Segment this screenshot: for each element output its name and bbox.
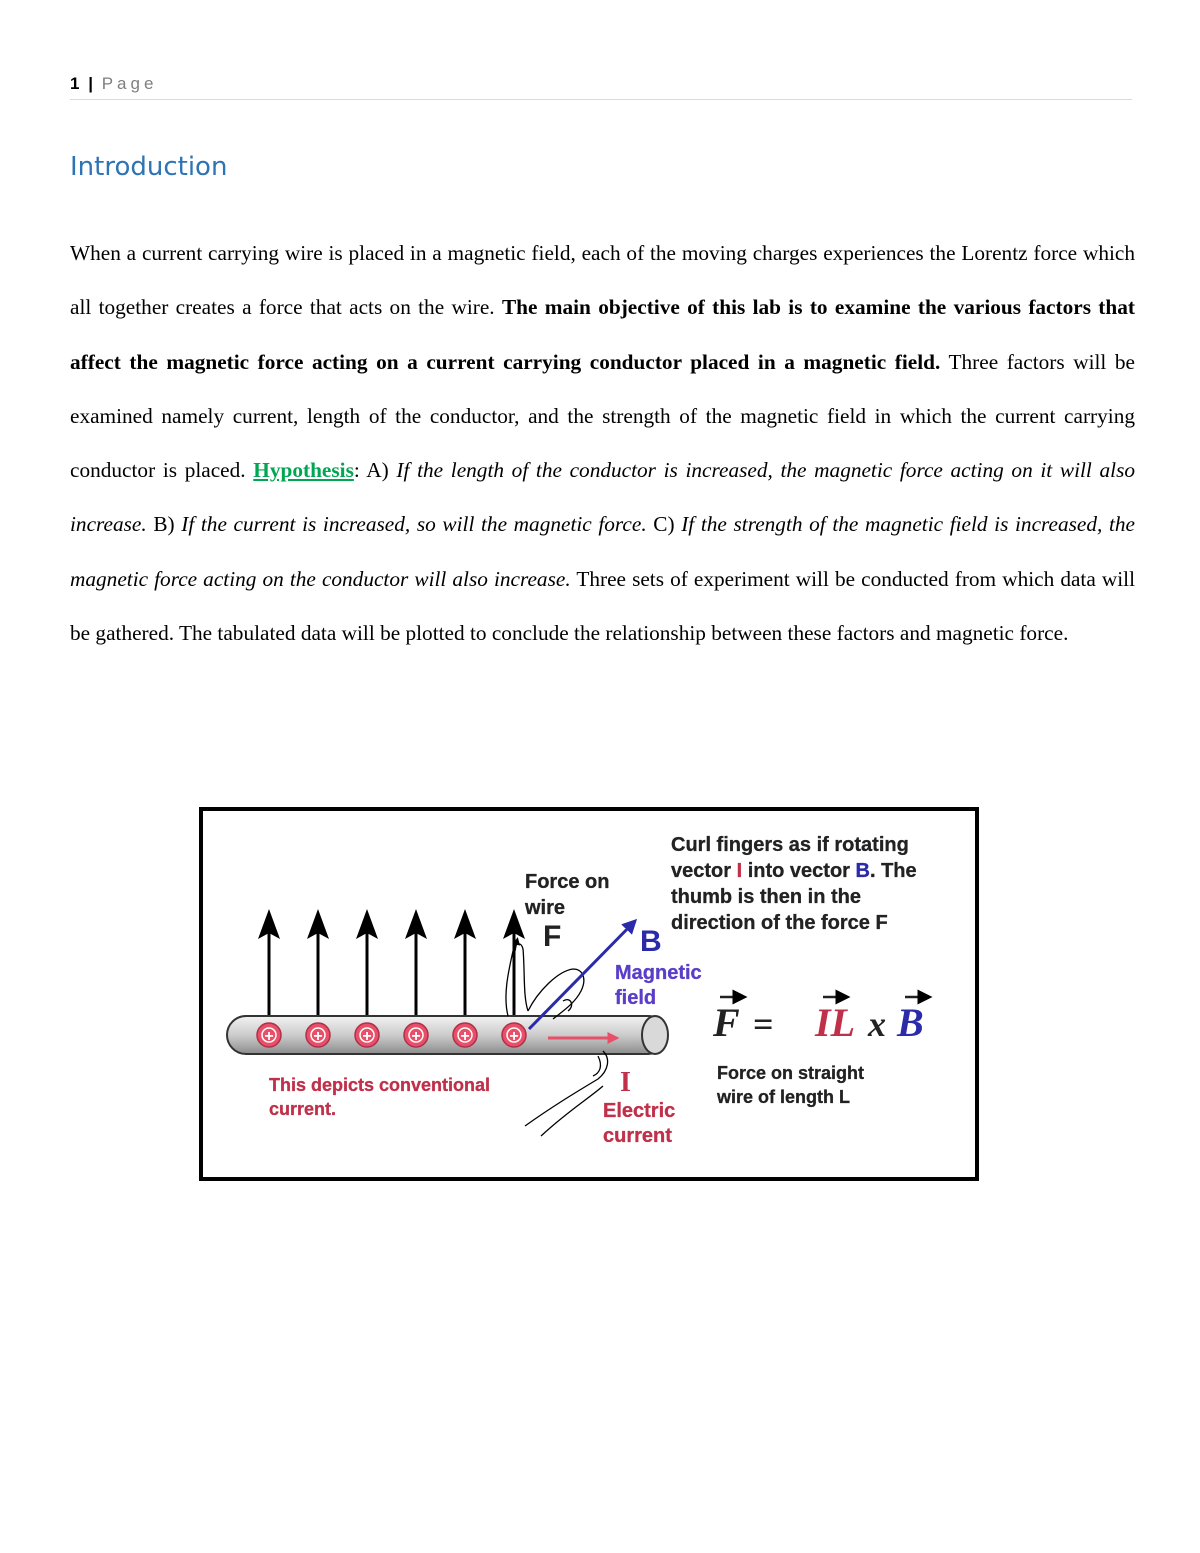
lorentz-force-diagram: [203, 811, 955, 1157]
lorentz-force-figure: [199, 807, 979, 1181]
force-on-wire-label-2: wire: [525, 897, 566, 919]
magnetic-field-label-1: Magnetic: [615, 962, 702, 984]
hypothesis-colon: :: [353, 458, 367, 483]
page-separator: |: [88, 74, 93, 93]
charge-symbol: +: [509, 1028, 519, 1045]
force-on-wire-label-1: Force on: [525, 871, 610, 893]
field-arrow: [307, 909, 329, 1018]
curl-line-4: direction of the force F: [671, 912, 888, 934]
charge-symbol: +: [460, 1028, 470, 1045]
curl-line-3: thumb is then in the: [671, 886, 861, 908]
charge-symbol: +: [411, 1028, 421, 1045]
method-sentence: Three sets of experiment will be conducted from which data will be gathered. The tabulated data will be plotted to conclude the relationship between these factors and magnetic force.: [70, 566, 1135, 646]
field-arrow: [454, 909, 476, 1018]
hypothesis-a-label: A): [366, 458, 397, 483]
hypothesis-a-text: If the length of the conductor is increased, the magnetic force acting on it will also increase.: [70, 458, 1136, 537]
straight-wire-label-2: wire of length L: [717, 1087, 850, 1107]
charge-symbol: +: [362, 1028, 372, 1045]
field-arrow: [356, 909, 378, 1018]
field-arrow: [258, 909, 280, 1018]
right-hand-rule-note: [671, 834, 917, 934]
curl-line-1: Curl fingers as if rotating: [671, 834, 909, 856]
magnetic-field-label-2: field: [615, 987, 657, 1009]
factors-sentence: Three factors will be examined namely current, length of the conductor, and the strength of the magnetic field in which the current carrying conductor is placed.: [70, 349, 1135, 483]
magnetic-field-arrows: [258, 909, 525, 1018]
conventional-current-label-1: This depicts conventional: [269, 1075, 491, 1095]
hypothesis-c-text: If the strength of the magnetic field is increased, the magnetic force acting on the conductor will also increase.: [70, 512, 1135, 591]
formula-f: F: [713, 1000, 740, 1045]
formula-x: x: [868, 1004, 886, 1044]
charge-circle: [257, 1023, 281, 1047]
intro-paragraph: [70, 226, 1135, 660]
charge-circle: [453, 1023, 477, 1047]
formula-equals: =: [753, 1004, 774, 1044]
current-symbol: I: [620, 1067, 631, 1098]
objective-statement: The main objective of this lab is to examine the various factors that affect the magnetic force acting on a current carrying conductor placed in a magnetic field.: [70, 295, 1135, 374]
force-symbol: F: [543, 920, 562, 953]
charge-circle: [404, 1023, 428, 1047]
charge-symbol: +: [264, 1028, 274, 1045]
conventional-current-label-2: current.: [269, 1099, 337, 1119]
field-arrow: [405, 909, 427, 1018]
electric-current-label-1: Electric: [603, 1100, 676, 1122]
electric-current-label-2: current: [603, 1125, 672, 1147]
charge-circle: [306, 1023, 330, 1047]
hypothesis-c-label: C): [646, 512, 682, 537]
straight-wire-label-1: Force on straight: [717, 1063, 865, 1083]
b-symbol: B: [640, 925, 662, 958]
hypothesis-label: Hypothesis: [253, 458, 354, 483]
hypothesis-b-label: B): [146, 512, 182, 537]
charge-circle: [502, 1023, 526, 1047]
page-number: 1: [70, 74, 80, 93]
formula-il: IL: [815, 1000, 855, 1045]
page-header: [70, 74, 1132, 100]
formula-b: B: [897, 1000, 924, 1045]
intro-sentence-1: When a current carrying wire is placed in a magnetic field, each of the moving charges experiences the Lorentz force which all together creates a force that acts on the wire.: [70, 241, 1135, 320]
page-word: Page: [101, 74, 158, 93]
curl-line-2: vector I into vector B. The: [671, 860, 917, 882]
section-title: Introduction: [70, 152, 228, 182]
hypothesis-b-text: If the current is increased, so will the magnetic force.: [181, 512, 647, 537]
charge-symbol: +: [313, 1028, 323, 1045]
lorentz-formula: [712, 997, 925, 1045]
wire: [227, 1016, 668, 1054]
charge-circle: [355, 1023, 379, 1047]
